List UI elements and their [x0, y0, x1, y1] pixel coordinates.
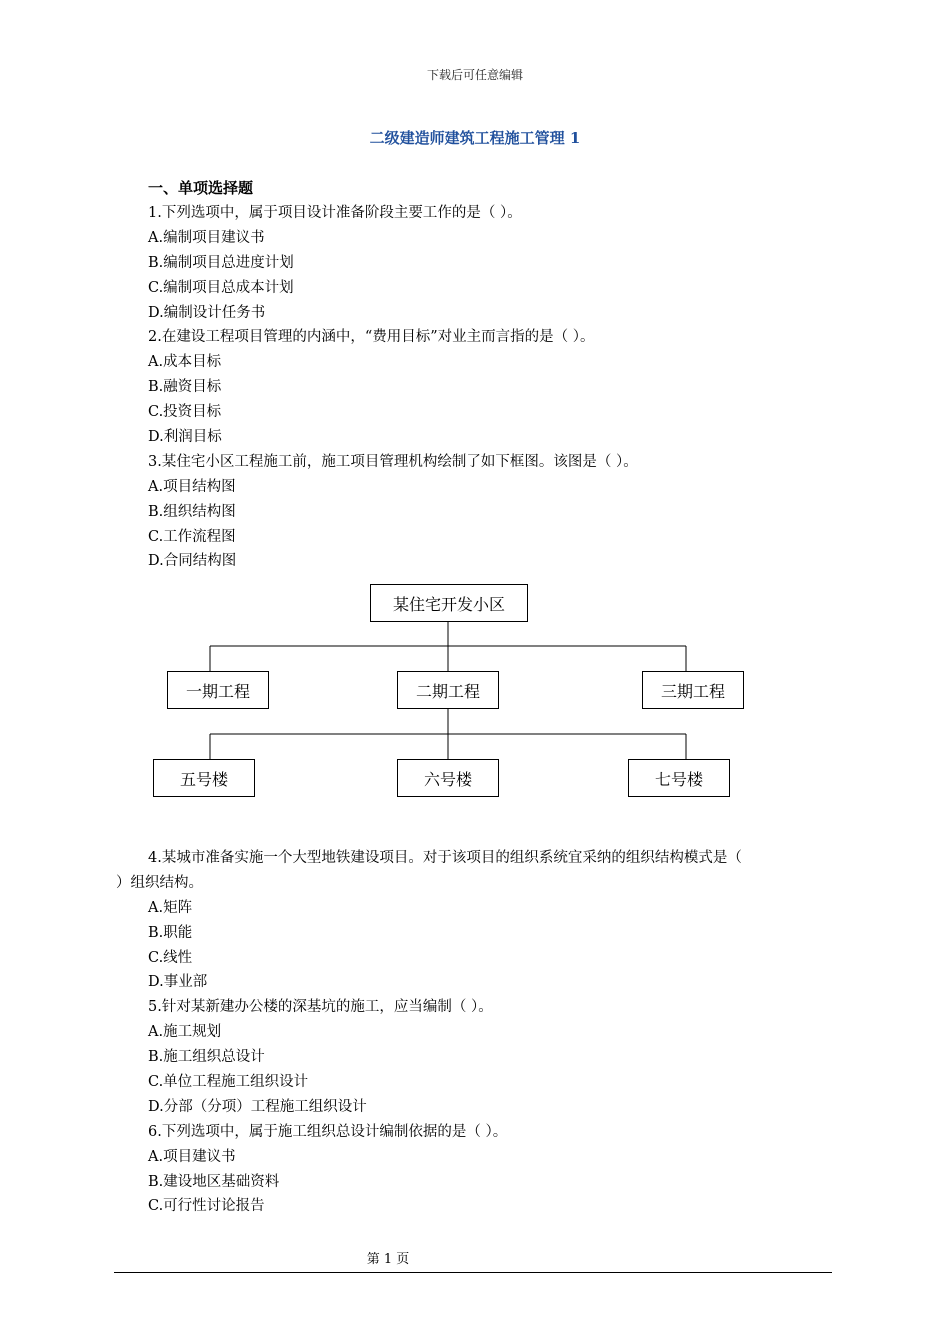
- diagram-node-phase-2: 二期工程: [397, 671, 499, 709]
- question-line: 4.某城市准备实施一个大型地铁建设项目。对于该项目的组织系统宜采纳的组织结构模式是（: [148, 850, 742, 866]
- option-line: B.建设地区基础资料: [148, 1173, 280, 1190]
- option-line: A.成本目标: [148, 354, 222, 371]
- option-line: B.编制项目总进度计划: [148, 254, 294, 271]
- option-line: A.项目建议书: [148, 1148, 236, 1165]
- option-line: C.投资目标: [148, 404, 222, 421]
- document-title: 二级建造师建筑工程施工管理 1: [369, 129, 581, 147]
- section-heading: 一、单项选择题: [148, 179, 254, 197]
- option-line: C.编制项目总成本计划: [148, 279, 294, 296]
- option-line: D.分部（分项）工程施工组织设计: [148, 1098, 367, 1115]
- option-line: A.施工规划: [148, 1024, 222, 1041]
- diagram-node-building-5: 五号楼: [153, 759, 255, 797]
- option-line: C.工作流程图: [148, 528, 236, 545]
- option-line: B.施工组织总设计: [148, 1049, 265, 1066]
- option-line: D.编制设计任务书: [148, 304, 266, 321]
- option-line: A.编制项目建议书: [148, 229, 265, 246]
- page-header: 下载后可任意编辑: [426, 68, 523, 82]
- question-line: 1.下列选项中，属于项目设计准备阶段主要工作的是（ ）。: [148, 205, 522, 221]
- option-line: C.单位工程施工组织设计: [148, 1074, 309, 1091]
- option-line: A.项目结构图: [148, 478, 236, 495]
- question-line-continued: ）组织结构。: [116, 874, 203, 891]
- diagram-node-building-7: 七号楼: [628, 759, 730, 797]
- question-line: 6.下列选项中，属于施工组织总设计编制依据的是（ ）。: [148, 1123, 508, 1140]
- question-line: 3.某住宅小区工程施工前，施工项目管理机构绘制了如下框图。该图是（ ）。: [148, 453, 638, 470]
- footer-rule: [114, 1272, 832, 1273]
- diagram-root-node: 某住宅开发小区: [370, 584, 528, 622]
- question-block-1: [148, 201, 838, 574]
- project-structure-diagram: [150, 582, 750, 802]
- diagram-node-building-6: 六号楼: [397, 759, 499, 797]
- question-line: 2.在建设工程项目管理的内涵中，“费用目标”对业主而言指的是（ ）。: [148, 329, 595, 346]
- option-line: A.矩阵: [148, 899, 193, 916]
- option-line: B.职能: [148, 924, 193, 941]
- diagram-node-phase-1: 一期工程: [167, 671, 269, 709]
- option-line: B.组织结构图: [148, 503, 236, 520]
- question-block-2: [116, 846, 836, 1219]
- question-line: 5.针对某新建办公楼的深基坑的施工，应当编制（ ）。: [148, 999, 493, 1016]
- option-line: D.合同结构图: [148, 553, 237, 570]
- option-line: B.融资目标: [148, 379, 222, 396]
- diagram-node-phase-3: 三期工程: [642, 671, 744, 709]
- page-number: 第 1 页: [366, 1252, 410, 1267]
- option-line: D.利润目标: [148, 429, 222, 446]
- option-line: C.可行性讨论报告: [148, 1198, 265, 1215]
- option-line: D.事业部: [148, 974, 208, 991]
- option-line: C.线性: [148, 949, 193, 966]
